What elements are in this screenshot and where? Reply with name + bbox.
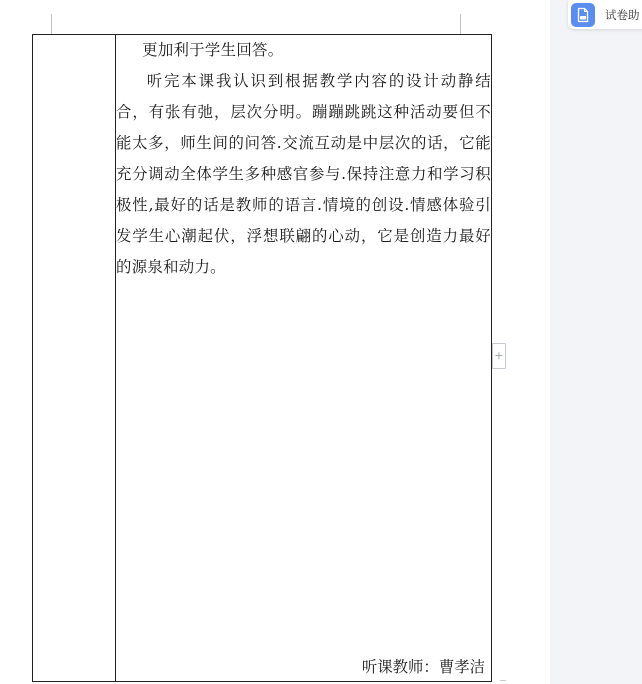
add-row-handle[interactable]: +: [492, 343, 506, 369]
test-assistant-button[interactable]: [568, 0, 642, 29]
margin-crop-mark-left: [51, 14, 52, 34]
side-panel: [550, 0, 642, 684]
margin-crop-mark-right: [460, 14, 461, 34]
test-assistant-label: 试卷助: [605, 7, 640, 22]
table-corner-mark: [500, 680, 506, 681]
table-label-cell[interactable]: [33, 35, 116, 682]
table-row: [33, 35, 492, 682]
paragraph-continuation: 更加利于学生回答。: [142, 41, 284, 59]
evaluation-table: [32, 34, 492, 682]
paragraph-reflection: 听完本课我认识到根据教学内容的设计动静结合，有张有弛，层次分明。蹦蹦跳跳这种活动要但不能太多，师生间的问答.交流互动是中层次的话，它能充分调动全体学生多种感官参与.保持注意力和学习积极性,最好的话是教师的语言.情境的创设.情感体验引发学生心潮起伏，浮想联翩的心动，它是创造力最好的源泉和动力。: [116, 72, 491, 276]
table-content-cell[interactable]: [116, 35, 492, 682]
document-test-icon: [571, 3, 595, 27]
teacher-signature: 听课教师：曹孝洁: [361, 658, 485, 676]
